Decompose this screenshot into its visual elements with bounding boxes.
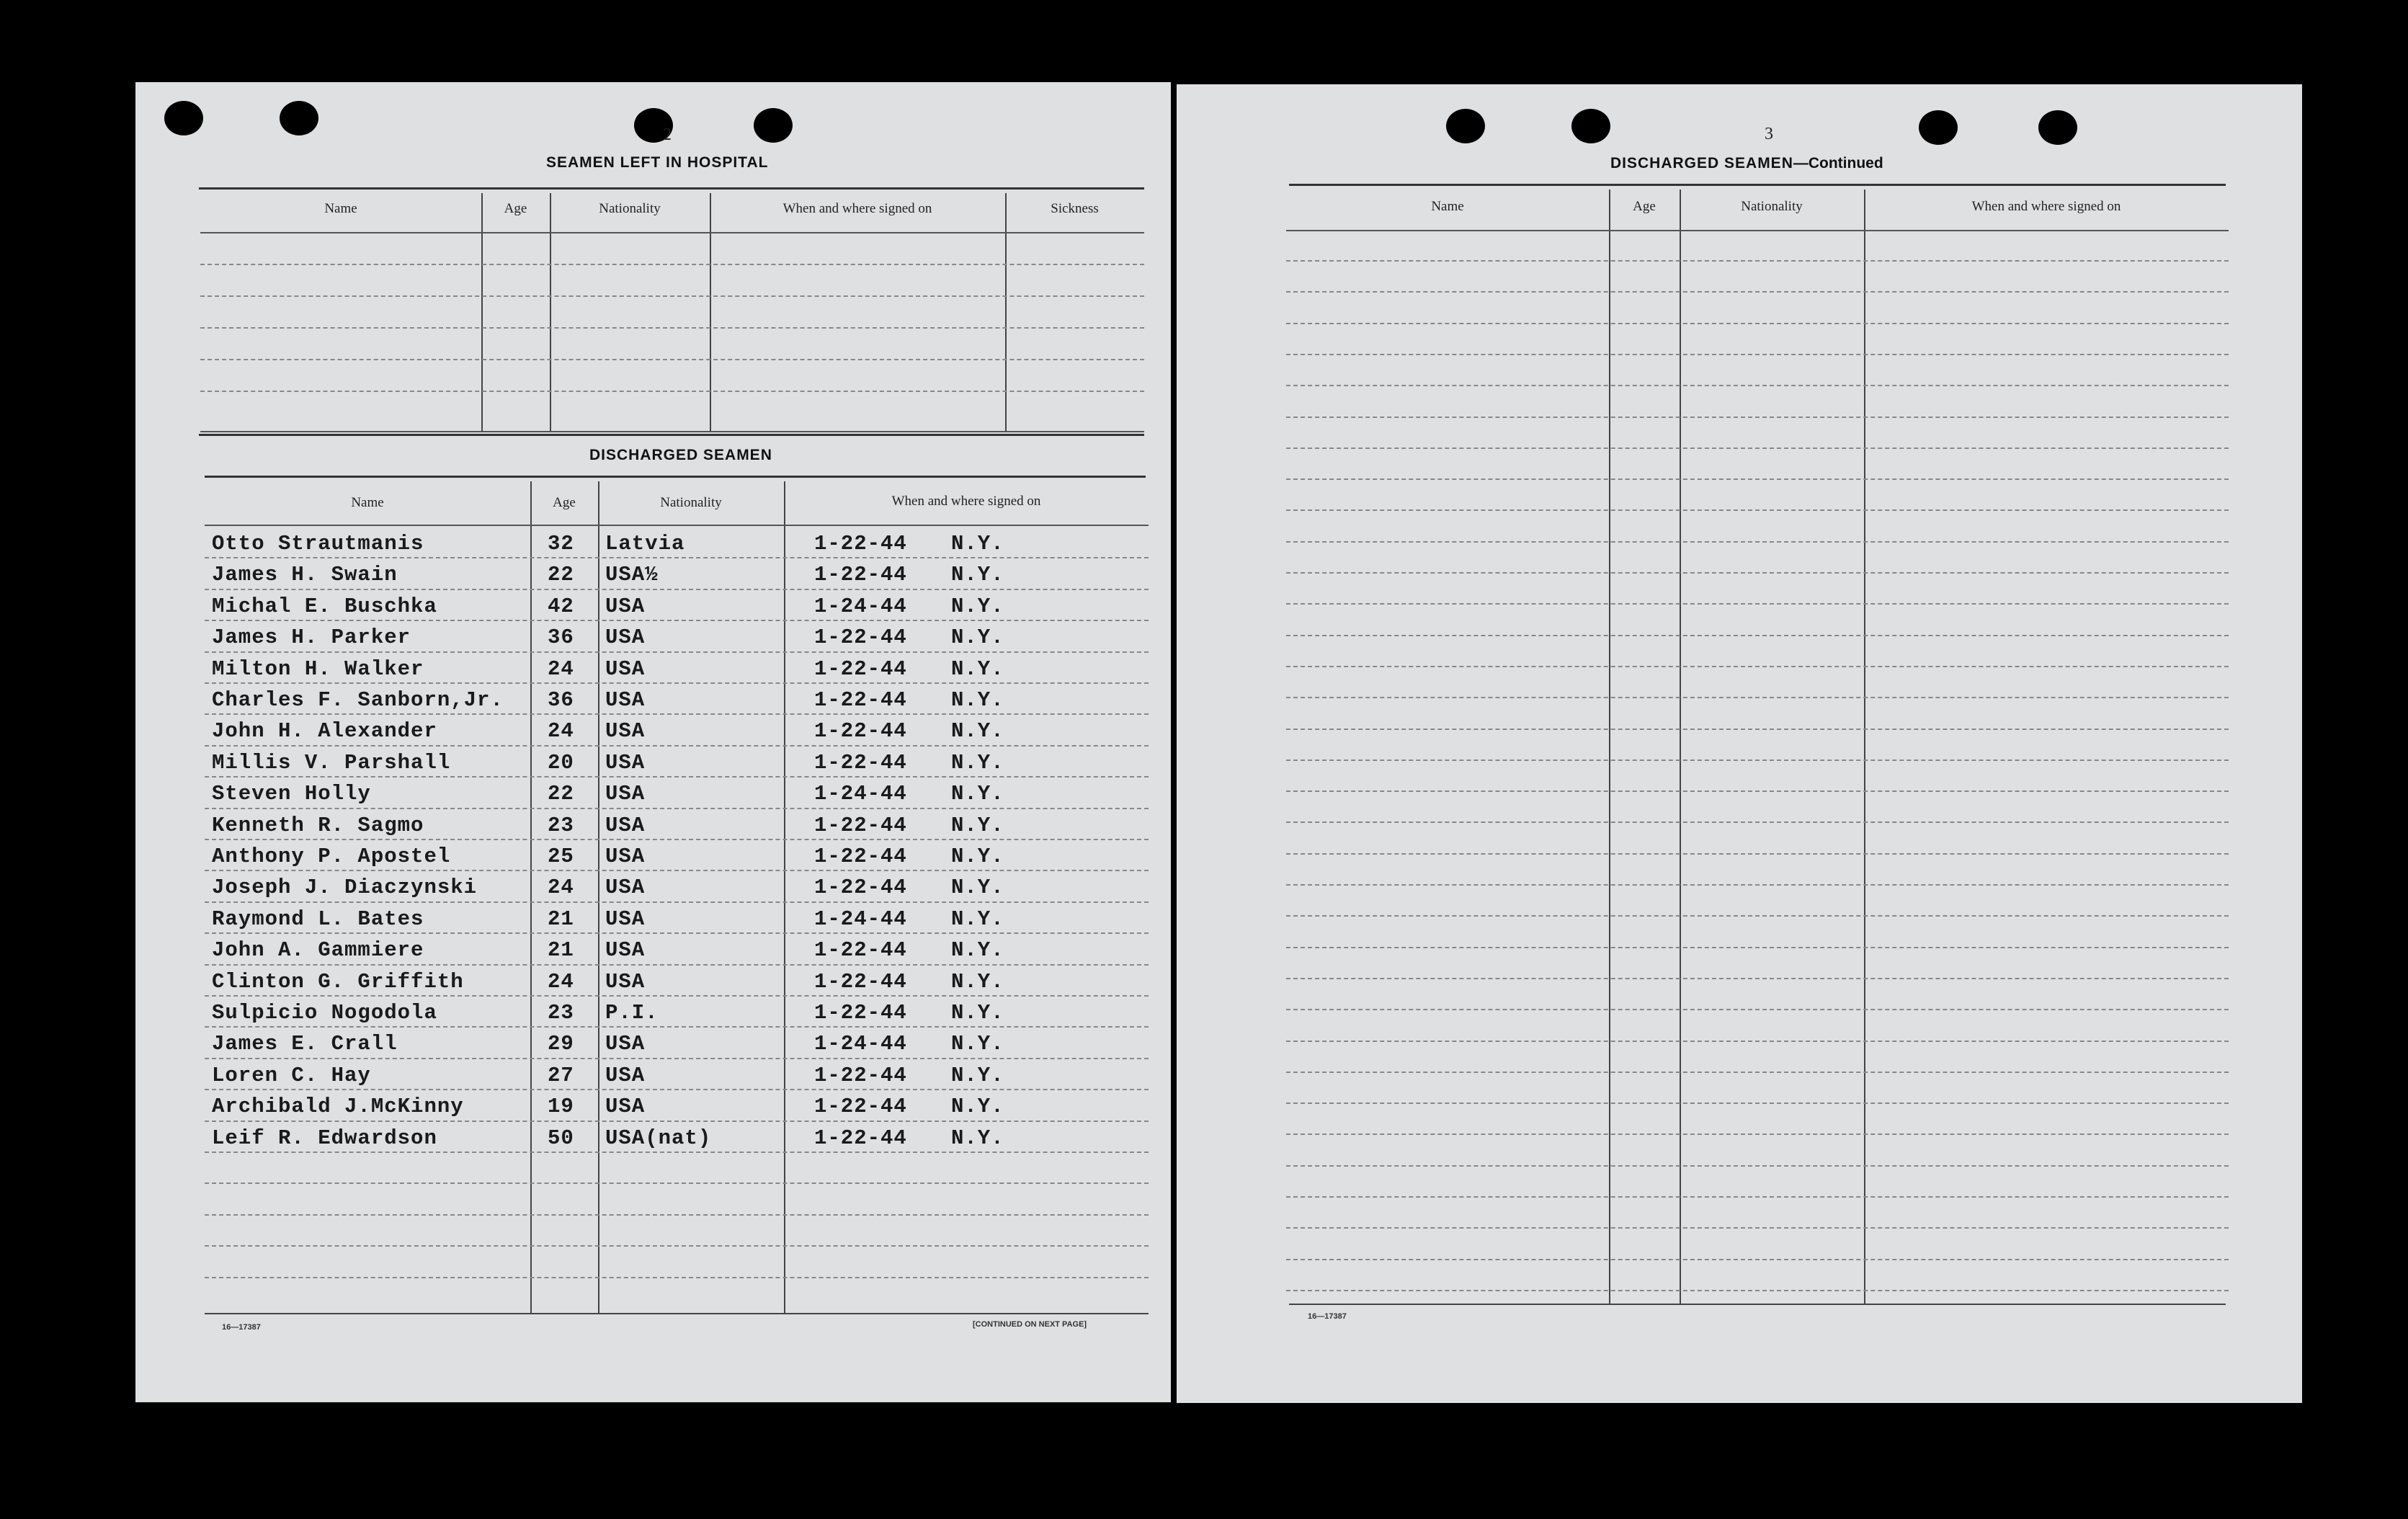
row-line	[205, 1245, 1149, 1247]
signed-on-place: N.Y.	[951, 719, 1004, 744]
hospital-table	[200, 193, 1144, 438]
row-line	[1286, 447, 2229, 449]
column-header-signed-on: When and where signed on	[891, 494, 1041, 509]
row-line	[1286, 1102, 2229, 1104]
row-line	[1286, 385, 2229, 386]
seaman-name: James H. Swain	[212, 563, 398, 587]
punch-hole	[1446, 109, 1485, 143]
row-line	[1286, 1072, 2229, 1073]
row-line	[1286, 697, 2229, 698]
form-number: 16—17387	[1308, 1312, 1347, 1321]
row-line	[1286, 509, 2229, 511]
rule	[1289, 1304, 2226, 1305]
row-line	[1286, 541, 2229, 543]
seaman-name: John A. Gammiere	[212, 938, 424, 963]
seaman-age: 24	[548, 656, 574, 681]
row-line	[1286, 947, 2229, 948]
column-header-age: Age	[553, 495, 576, 510]
continued-table	[1286, 190, 2229, 1306]
seaman-name: Milton H. Walker	[212, 656, 424, 681]
table-row	[205, 901, 1149, 932]
row-line	[1286, 416, 2229, 418]
seaman-name: Millis V. Parshall	[212, 750, 451, 775]
row-line	[1286, 821, 2229, 823]
seaman-age: 42	[548, 594, 574, 618]
seaman-age: 27	[548, 1063, 574, 1087]
continued-note: [CONTINUED ON NEXT PAGE]	[973, 1320, 1087, 1329]
column-header-name: Name	[351, 495, 384, 510]
signed-on-date: 1-22-44	[814, 1095, 907, 1119]
signed-on-place: N.Y.	[951, 1063, 1004, 1087]
column-divider	[1864, 190, 1865, 1304]
seaman-name: Raymond L. Bates	[212, 906, 424, 931]
table-row	[205, 557, 1149, 588]
header-rule	[1286, 230, 2229, 231]
signed-on-place: N.Y.	[951, 845, 1004, 868]
signed-on-place: N.Y.	[951, 1032, 1004, 1056]
seaman-age: 22	[548, 782, 574, 806]
punch-hole	[1571, 109, 1610, 143]
row-line	[1286, 260, 2229, 262]
signed-on-date: 1-24-44	[814, 782, 907, 806]
row-line	[1286, 666, 2229, 667]
table-row	[205, 839, 1149, 870]
row-line	[1286, 729, 2229, 730]
table-row	[205, 776, 1149, 807]
seaman-name: Joseph J. Diaczynski	[212, 876, 478, 900]
signed-on-date: 1-22-44	[814, 625, 907, 650]
column-header-signed-on: When and where signed on	[1971, 199, 2121, 214]
row-line	[205, 1182, 1149, 1184]
column-header-signed-on: When and where signed on	[782, 201, 932, 216]
row-line	[1286, 915, 2229, 917]
punch-hole	[1919, 110, 1958, 145]
row-line	[1286, 853, 2229, 855]
column-header-age: Age	[504, 201, 527, 216]
rule	[199, 187, 1144, 190]
row-line	[1286, 572, 2229, 574]
signed-on-place: N.Y.	[951, 532, 1004, 556]
seaman-name: Loren C. Hay	[212, 1063, 371, 1087]
signed-on-place: N.Y.	[951, 1095, 1004, 1119]
seaman-age: 50	[548, 1126, 574, 1150]
punch-hole	[2038, 110, 2077, 145]
table-row	[205, 682, 1149, 713]
column-header-age: Age	[1633, 199, 1656, 214]
rule	[199, 434, 1144, 436]
seaman-name: Archibald J.McKinny	[212, 1095, 464, 1119]
seaman-nationality: USA	[605, 750, 646, 775]
signed-on-place: N.Y.	[951, 594, 1004, 618]
column-divider	[710, 193, 711, 431]
column-divider	[1680, 190, 1681, 1304]
seaman-nationality: USA	[605, 688, 646, 712]
row-line	[1286, 760, 2229, 761]
row-line	[1286, 323, 2229, 324]
row-line	[1286, 1227, 2229, 1229]
right-page	[1177, 84, 2302, 1403]
seaman-age: 20	[548, 750, 574, 775]
seaman-name: Kenneth R. Sagmo	[212, 813, 424, 837]
seaman-nationality: USA	[605, 845, 646, 868]
signed-on-date: 1-24-44	[814, 906, 907, 931]
table-row	[205, 1089, 1149, 1120]
signed-on-place: N.Y.	[951, 1001, 1004, 1025]
seaman-name: Otto Strautmanis	[212, 532, 424, 556]
signed-on-place: N.Y.	[951, 938, 1004, 963]
table-row	[205, 713, 1149, 744]
signed-on-date: 1-22-44	[814, 563, 907, 587]
table-row	[205, 620, 1149, 651]
column-header-nationality: Nationality	[599, 201, 661, 216]
seaman-name: Leif R. Edwardson	[212, 1126, 437, 1150]
row-line	[200, 431, 1144, 432]
column-divider	[1005, 193, 1007, 431]
discharged-table	[205, 481, 1149, 1317]
signed-on-date: 1-22-44	[814, 688, 907, 712]
row-line	[1286, 1196, 2229, 1198]
seaman-age: 19	[548, 1095, 574, 1119]
punch-hole	[164, 101, 203, 135]
seaman-nationality: USA	[605, 938, 646, 963]
continued-section-title	[1610, 155, 1883, 172]
column-divider	[550, 193, 551, 431]
seaman-age: 32	[548, 532, 574, 556]
row-line	[200, 359, 1144, 360]
column-header-sickness: Sickness	[1051, 201, 1099, 216]
signed-on-place: N.Y.	[951, 656, 1004, 681]
seaman-name: Michal E. Buschka	[212, 594, 437, 618]
signed-on-date: 1-24-44	[814, 1032, 907, 1056]
table-row	[205, 1058, 1149, 1089]
discharged-section-title: DISCHARGED SEAMEN	[589, 447, 772, 463]
row-line	[1286, 478, 2229, 480]
signed-on-date: 1-22-44	[814, 813, 907, 837]
form-number: 16—17387	[222, 1323, 261, 1332]
table-row	[205, 745, 1149, 776]
seaman-age: 21	[548, 938, 574, 963]
signed-on-place: N.Y.	[951, 813, 1004, 837]
seaman-nationality: USA	[605, 906, 646, 931]
column-header-nationality: Nationality	[1741, 199, 1803, 214]
column-divider	[481, 193, 483, 431]
table-row	[205, 1121, 1149, 1152]
row-line	[1286, 790, 2229, 792]
row-line	[1286, 603, 2229, 605]
seaman-age: 36	[548, 625, 574, 650]
row-line	[205, 1152, 1149, 1153]
signed-on-place: N.Y.	[951, 750, 1004, 775]
hospital-section-title: SEAMEN LEFT IN HOSPITAL	[546, 154, 769, 171]
table-row	[205, 995, 1149, 1026]
signed-on-date: 1-22-44	[814, 1126, 907, 1150]
seaman-name: John H. Alexander	[212, 719, 437, 744]
row-line	[200, 264, 1144, 265]
table-row	[205, 1026, 1149, 1057]
seaman-nationality: USA	[605, 1063, 646, 1087]
signed-on-date: 1-22-44	[814, 1001, 907, 1025]
left-page	[135, 82, 1171, 1402]
seaman-age: 24	[548, 719, 574, 744]
signed-on-date: 1-22-44	[814, 719, 907, 744]
punch-hole	[754, 108, 793, 143]
signed-on-date: 1-22-44	[814, 1063, 907, 1087]
column-header-nationality: Nationality	[660, 495, 722, 510]
signed-on-place: N.Y.	[951, 563, 1004, 587]
seaman-name: Charles F. Sanborn,Jr.	[212, 688, 504, 712]
seaman-nationality: USA	[605, 813, 646, 837]
signed-on-date: 1-22-44	[814, 876, 907, 900]
signed-on-date: 1-22-44	[814, 845, 907, 868]
row-line	[1286, 1290, 2229, 1291]
table-row	[205, 589, 1149, 620]
row-line	[1286, 1009, 2229, 1010]
seaman-nationality: USA	[605, 719, 646, 744]
seaman-age: 21	[548, 906, 574, 931]
row-line	[1286, 291, 2229, 293]
seaman-name: Anthony P. Apostel	[212, 845, 451, 868]
seaman-nationality: USA	[605, 1095, 646, 1119]
section-title-suffix: —Continued	[1793, 155, 1883, 172]
row-line	[1286, 635, 2229, 636]
signed-on-place: N.Y.	[951, 906, 1004, 931]
seaman-nationality: USA(nat)	[605, 1126, 712, 1150]
seaman-age: 23	[548, 1001, 574, 1025]
seaman-age: 24	[548, 876, 574, 900]
table-row	[205, 964, 1149, 995]
seaman-nationality: USA	[605, 625, 646, 650]
row-line	[1286, 1041, 2229, 1042]
seaman-name: Sulpicio Nogodola	[212, 1001, 437, 1025]
row-line	[1286, 1259, 2229, 1260]
signed-on-place: N.Y.	[951, 969, 1004, 994]
signed-on-place: N.Y.	[951, 782, 1004, 806]
signed-on-date: 1-22-44	[814, 938, 907, 963]
row-line	[205, 1214, 1149, 1216]
seaman-nationality: USA	[605, 969, 646, 994]
seaman-age: 24	[548, 969, 574, 994]
table-row	[205, 870, 1149, 901]
rule	[1289, 184, 2226, 186]
table-row	[205, 808, 1149, 839]
row-line	[1286, 1165, 2229, 1167]
seaman-name: James E. Crall	[212, 1032, 398, 1056]
seaman-nationality: USA	[605, 876, 646, 900]
signed-on-date: 1-22-44	[814, 532, 907, 556]
signed-on-place: N.Y.	[951, 688, 1004, 712]
column-divider	[1609, 190, 1610, 1304]
seaman-nationality: P.I.	[605, 1001, 659, 1025]
row-line	[1286, 884, 2229, 886]
rule	[205, 476, 1146, 478]
table-row	[205, 526, 1149, 557]
signed-on-date: 1-24-44	[814, 594, 907, 618]
column-header-name: Name	[1431, 199, 1464, 214]
signed-on-place: N.Y.	[951, 625, 1004, 650]
page-number: 3	[1765, 125, 1773, 143]
seaman-nationality: USA	[605, 782, 646, 806]
seaman-nationality: USA	[605, 656, 646, 681]
seaman-age: 23	[548, 813, 574, 837]
row-line	[200, 391, 1144, 392]
signed-on-date: 1-22-44	[814, 969, 907, 994]
row-line	[1286, 978, 2229, 979]
row-line	[1286, 354, 2229, 355]
seaman-nationality: Latvia	[605, 532, 685, 556]
punch-hole	[280, 101, 318, 135]
seaman-age: 36	[548, 688, 574, 712]
signed-on-date: 1-22-44	[814, 750, 907, 775]
row-line	[200, 327, 1144, 329]
rule	[205, 1313, 1149, 1314]
seaman-name: Clinton G. Griffith	[212, 969, 464, 994]
header-rule	[200, 232, 1144, 233]
seaman-nationality: USA	[605, 594, 646, 618]
signed-on-date: 1-22-44	[814, 656, 907, 681]
seaman-name: Steven Holly	[212, 782, 371, 806]
row-line	[200, 295, 1144, 297]
signed-on-place: N.Y.	[951, 1126, 1004, 1150]
table-row	[205, 651, 1149, 682]
seaman-nationality: USA½	[605, 563, 659, 587]
row-line	[1286, 1133, 2229, 1135]
seaman-age: 29	[548, 1032, 574, 1056]
seaman-age: 22	[548, 563, 574, 587]
signed-on-place: N.Y.	[951, 876, 1004, 900]
page-number: 2	[663, 125, 672, 144]
section-title: DISCHARGED SEAMEN	[1610, 155, 1793, 172]
column-header-name: Name	[324, 201, 357, 216]
seaman-nationality: USA	[605, 1032, 646, 1056]
row-line	[205, 1277, 1149, 1278]
table-row	[205, 932, 1149, 963]
seaman-name: James H. Parker	[212, 625, 411, 650]
seaman-age: 25	[548, 845, 574, 868]
